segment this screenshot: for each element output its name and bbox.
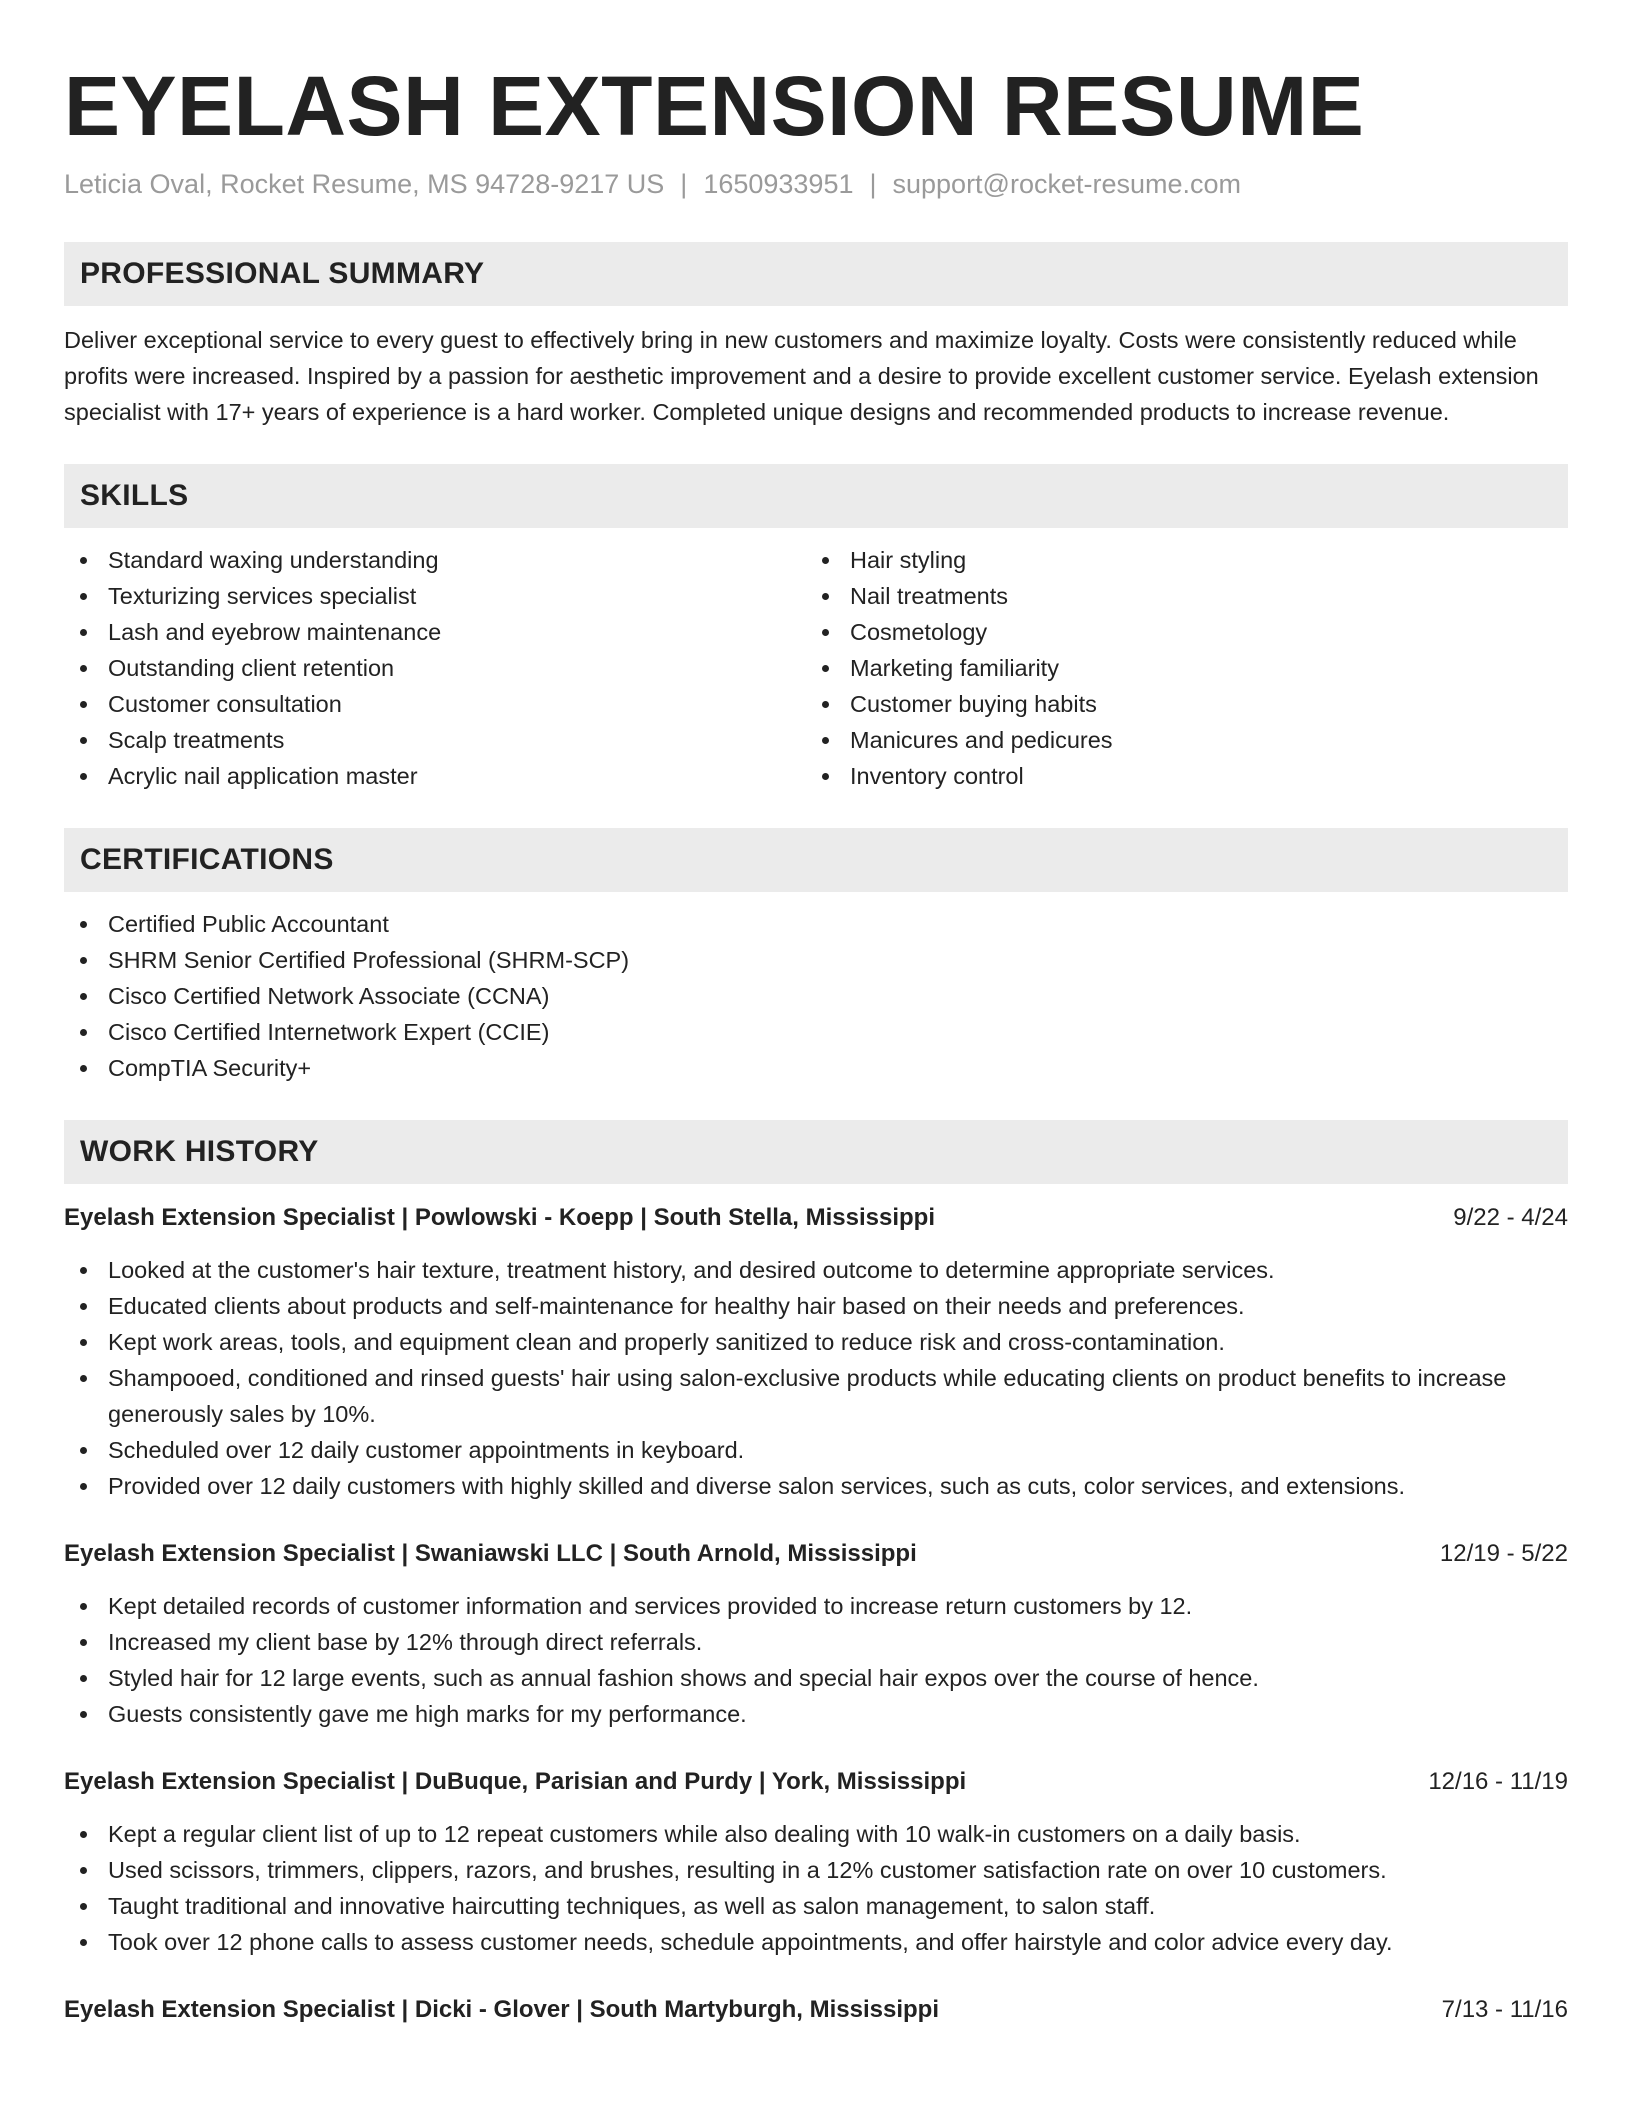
certification-item: Certified Public Accountant [64,906,1568,942]
job-bullet: Shampooed, conditioned and rinsed guests' hair using salon-exclusive products while educating clients on product benefits to increase generously sales by 10%. [64,1360,1568,1432]
skill-item: Marketing familiarity [806,650,1548,686]
job-bullet: Taught traditional and innovative haircutting techniques, as well as salon management, to salon staff. [64,1888,1568,1924]
skill-item: Lash and eyebrow maintenance [64,614,806,650]
section-heading-work-history: WORK HISTORY [64,1120,1568,1184]
skills-list-left [64,542,806,794]
job-bullet: Kept work areas, tools, and equipment clean and properly sanitized to reduce risk and cross-contamination. [64,1324,1568,1360]
certification-item: SHRM Senior Certified Professional (SHRM-SCP) [64,942,1568,978]
job-header [64,1536,1568,1572]
job-bullet: Provided over 12 daily customers with highly skilled and diverse salon services, such as cuts, color services, and extensions. [64,1468,1568,1504]
job-header [64,1764,1568,1800]
skill-item: Hair styling [806,542,1548,578]
resume-title: EYELASH EXTENSION RESUME [64,59,1365,153]
job-bullet: Increased my client base by 12% through direct referrals. [64,1624,1568,1660]
job-bullets [64,1816,1568,1960]
section-heading-summary: PROFESSIONAL SUMMARY [64,242,1568,306]
job-title: Eyelash Extension Specialist | Swaniawski LLC | South Arnold, Mississippi [64,1540,917,1567]
certification-item: Cisco Certified Network Associate (CCNA) [64,978,1568,1014]
skill-item: Outstanding client retention [64,650,806,686]
certification-item: Cisco Certified Internetwork Expert (CCIE) [64,1014,1568,1050]
skill-item: Manicures and pedicures [806,722,1548,758]
certification-item: CompTIA Security+ [64,1050,1568,1086]
job-bullet: Styled hair for 12 large events, such as annual fashion shows and special hair expos over the course of hence. [64,1660,1568,1696]
job-entry [64,1200,1568,1504]
job-bullets [64,1252,1568,1504]
job-bullets [64,1588,1568,1732]
job-dates: 12/19 - 5/22 [1439,1540,1568,1567]
skill-item: Nail treatments [806,578,1548,614]
contact-separator: | [869,169,877,199]
contact-separator: | [680,169,688,199]
job-entry [64,1536,1568,1732]
job-bullet: Took over 12 phone calls to assess customer needs, schedule appointments, and offer hairstyle and color advice every day. [64,1924,1568,1960]
contact-phone: 1650933951 [703,169,854,199]
job-dates: 9/22 - 4/24 [1453,1204,1568,1231]
job-title: Eyelash Extension Specialist | DuBuque, Parisian and Purdy | York, Mississippi [64,1768,967,1795]
job-bullet: Used scissors, trimmers, clippers, razors, and brushes, resulting in a 12% customer satisfaction rate on over 10 customers. [64,1852,1568,1888]
job-entry [64,1764,1568,1960]
section-heading-certifications: CERTIFICATIONS [64,828,1568,892]
contact-line [64,166,1568,202]
skill-item: Texturizing services specialist [64,578,806,614]
contact-email: support@rocket-resume.com [892,169,1242,199]
job-dates: 7/13 - 11/16 [1441,1996,1568,2023]
job-header [64,1200,1568,1236]
skill-item: Customer consultation [64,686,806,722]
job-dates: 12/16 - 11/19 [1428,1768,1568,1795]
job-bullet: Scheduled over 12 daily customer appointments in keyboard. [64,1432,1568,1468]
skill-item: Acrylic nail application master [64,758,806,794]
skills-grid [64,542,1568,794]
skill-item: Scalp treatments [64,722,806,758]
job-bullet: Looked at the customer's hair texture, treatment history, and desired outcome to determine appropriate services. [64,1252,1568,1288]
skill-item: Cosmetology [806,614,1548,650]
section-heading-skills: SKILLS [64,464,1568,528]
skill-item: Standard waxing understanding [64,542,806,578]
skills-list-right [806,542,1548,794]
job-header [64,1992,1568,2028]
skill-item: Customer buying habits [806,686,1548,722]
job-title: Eyelash Extension Specialist | Dicki - Glover | South Martyburgh, Mississippi [64,1996,939,2023]
job-title: Eyelash Extension Specialist | Powlowski - Koepp | South Stella, Mississippi [64,1204,935,1231]
job-bullet: Kept a regular client list of up to 12 repeat customers while also dealing with 10 walk-in customers on a daily basis. [64,1816,1568,1852]
summary-text: Deliver exceptional service to every guest to effectively bring in new customers and maximize loyalty. Costs were consistently reduced while profits were increased. Inspired by a passion for aesthetic improvement and a desire to provide excellent customer service. Eyelash extension specialist with 17+ years of experience is a hard worker. Completed unique designs and recommended products to increase revenue. [64,327,1539,425]
certifications-list [64,906,1568,1086]
skill-item: Inventory control [806,758,1548,794]
job-bullet: Guests consistently gave me high marks for my performance. [64,1696,1568,1732]
contact-address: Leticia Oval, Rocket Resume, MS 94728-9217 US [64,169,665,199]
job-bullet: Educated clients about products and self-maintenance for healthy hair based on their needs and preferences. [64,1288,1568,1324]
job-bullet: Kept detailed records of customer information and services provided to increase return customers by 12. [64,1588,1568,1624]
job-entry [64,1992,1568,2028]
